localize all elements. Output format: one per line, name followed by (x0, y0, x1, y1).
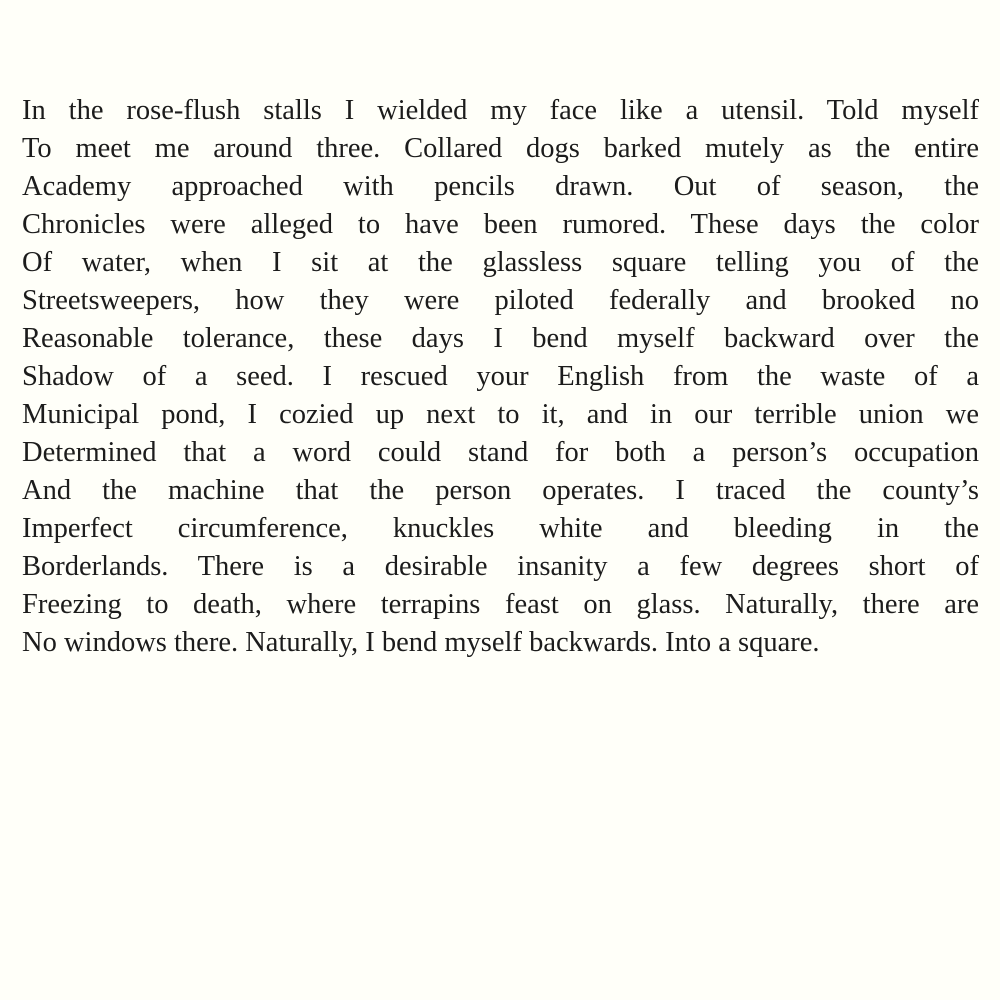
poem-line: Borderlands. There is a desirable insanity a few degrees short of (22, 551, 979, 582)
poem-text-block (22, 92, 979, 662)
poem-line: Chronicles were alleged to have been rumored. These days the color (22, 209, 979, 240)
poem-line: Streetsweepers, how they were piloted federally and brooked no (22, 285, 979, 316)
poem-line: In the rose-flush stalls I wielded my face like a utensil. Told myself (22, 95, 979, 126)
poem-line: And the machine that the person operates. I traced the county’s (22, 475, 979, 506)
poem-line: Imperfect circumference, knuckles white and bleeding in the (22, 513, 979, 544)
poem-line: Reasonable tolerance, these days I bend myself backward over the (22, 323, 979, 354)
poem-line: Academy approached with pencils drawn. Out of season, the (22, 171, 979, 202)
poem-line: To meet me around three. Collared dogs barked mutely as the entire (22, 133, 979, 164)
poem-line: Shadow of a seed. I rescued your English from the waste of a (22, 361, 979, 392)
poem-line: Of water, when I sit at the glassless square telling you of the (22, 247, 979, 278)
poem-line: Freezing to death, where terrapins feast on glass. Naturally, there are (22, 589, 979, 620)
poem-line: Municipal pond, I cozied up next to it, and in our terrible union we (22, 399, 979, 430)
poem-line: No windows there. Naturally, I bend myself backwards. Into a square. (22, 627, 820, 658)
poem-line: Determined that a word could stand for both a person’s occupation (22, 437, 979, 468)
